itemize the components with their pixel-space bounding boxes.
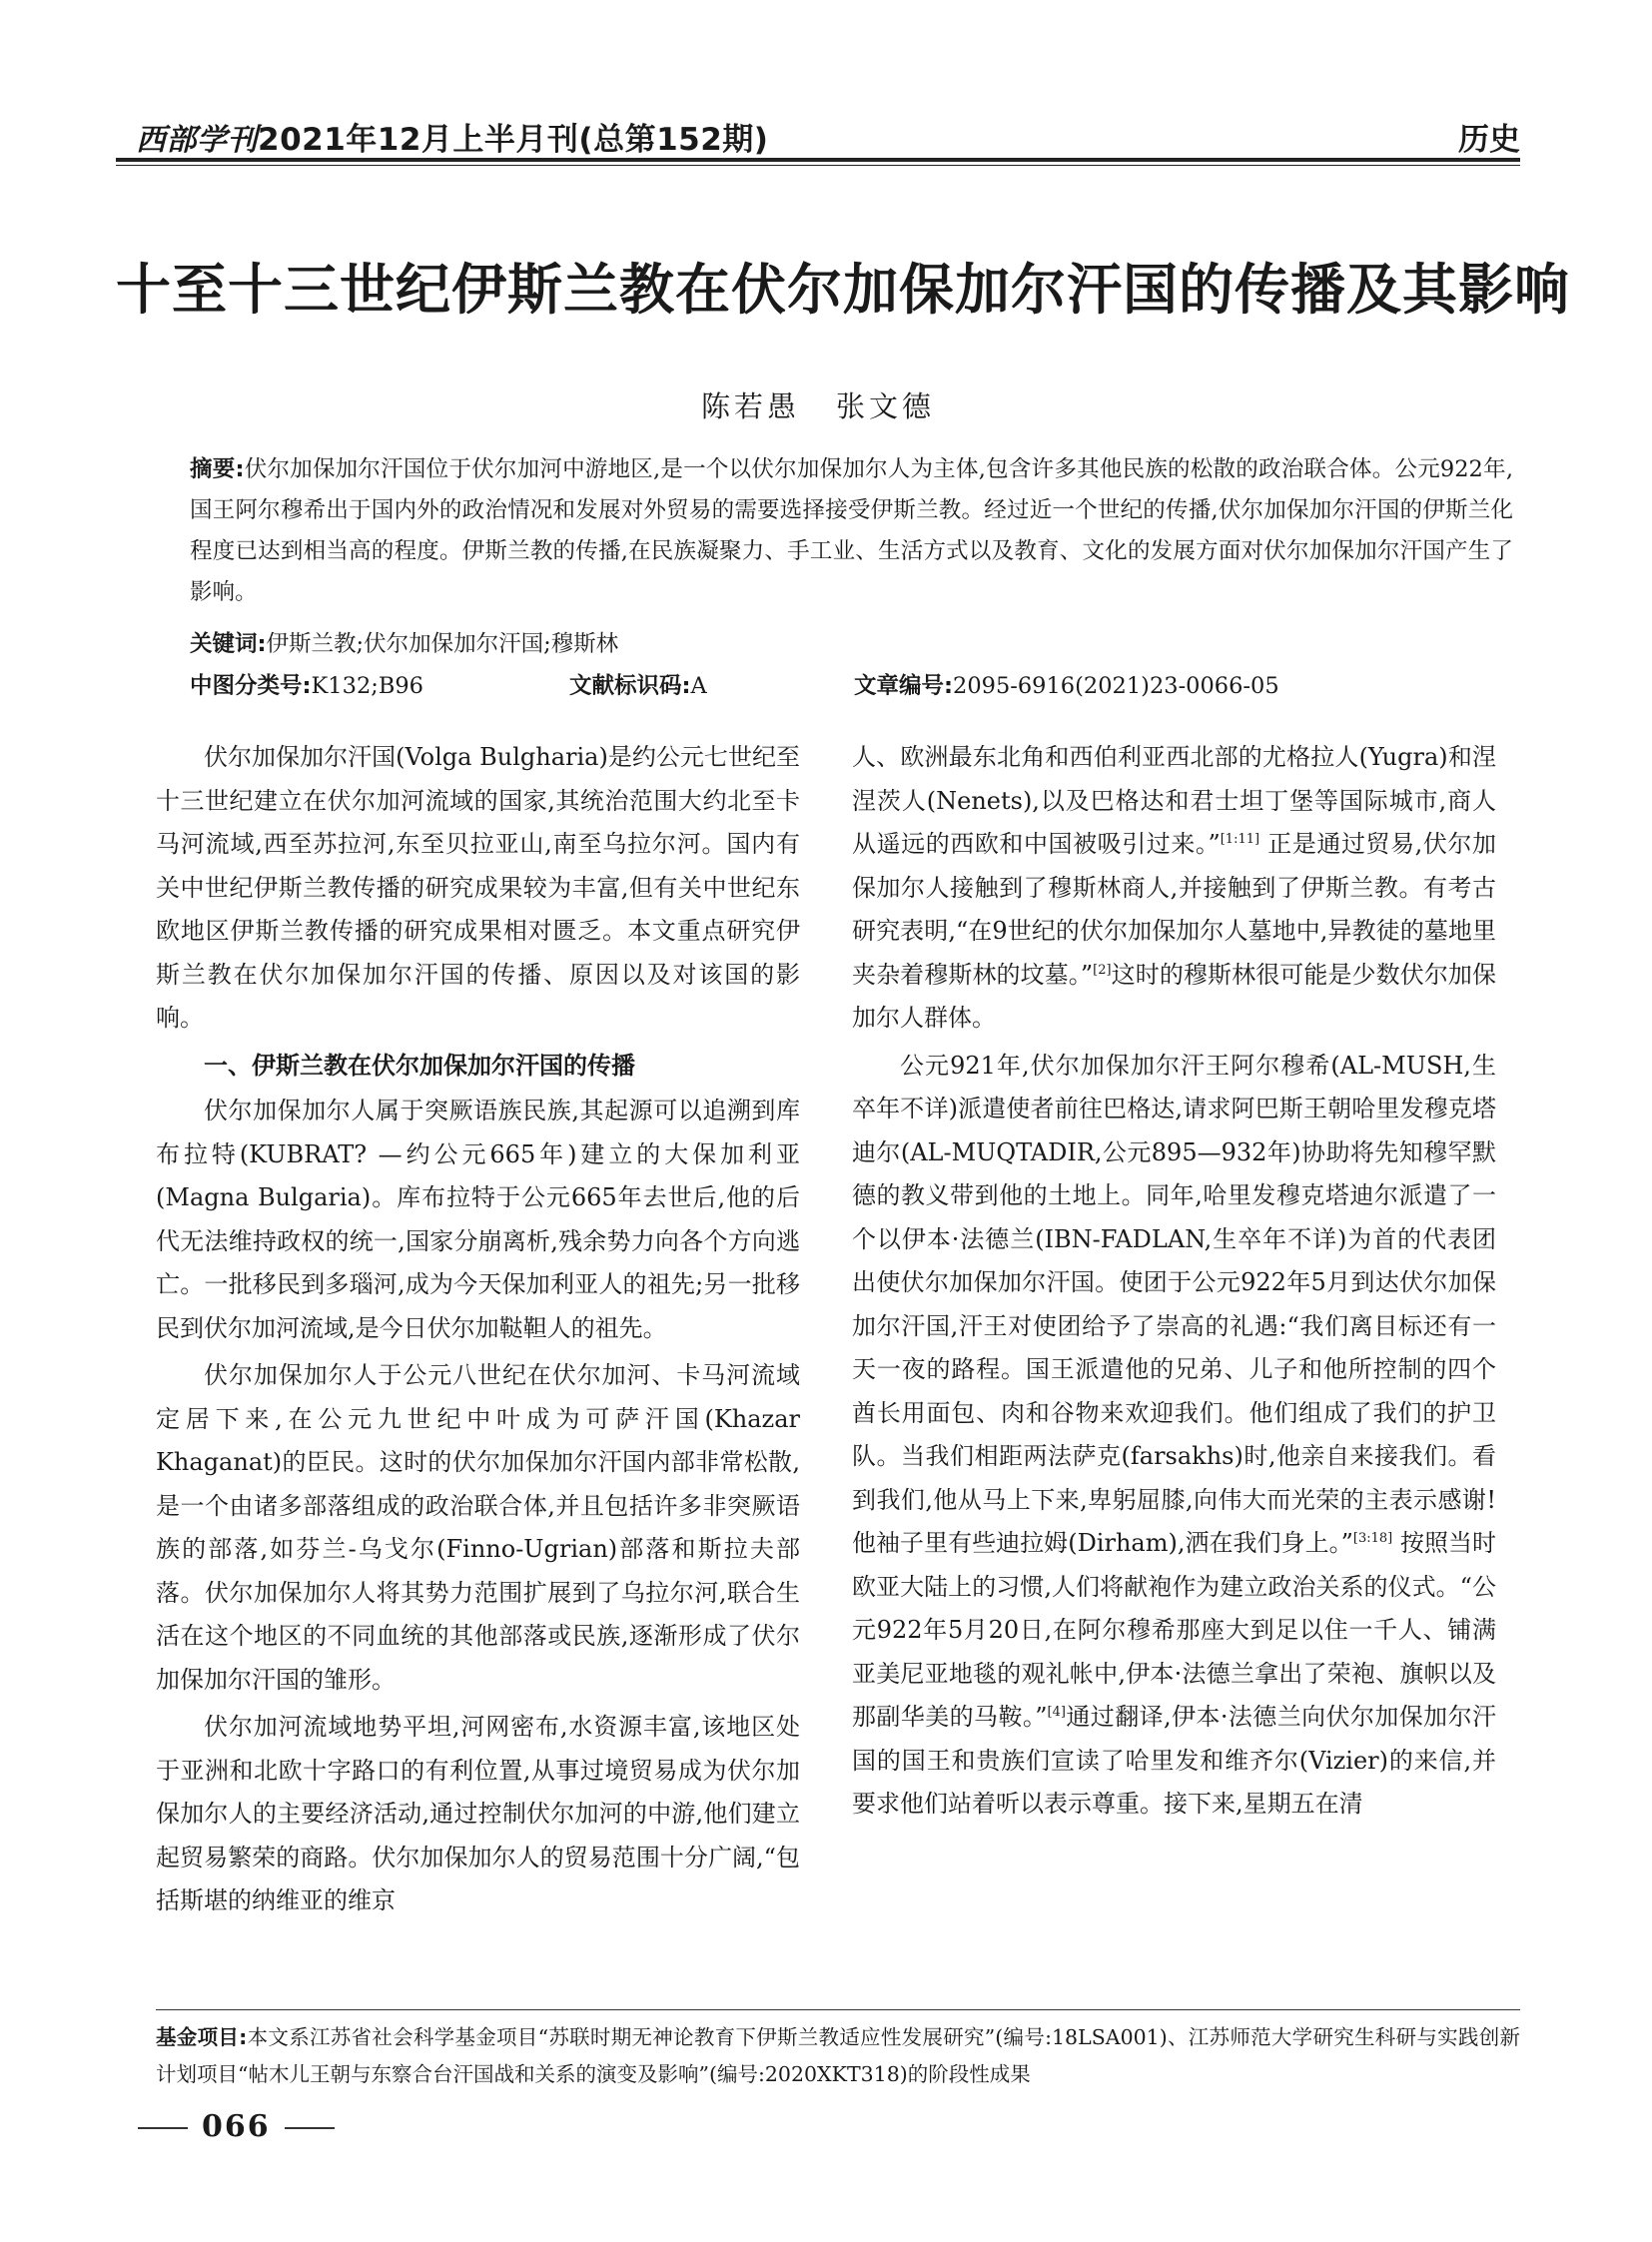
article-no-value: 2095-6916(2021)23-0066-05 (953, 673, 1279, 699)
author-name: 陈若愚 (700, 389, 800, 423)
funding-text: 本文系江苏省社会科学基金项目“苏联时期无神论教育下伊斯兰教适应性发展研究”(编号:18LSA001)、江苏师范大学研究生科研与实践创新计划项目“帖木儿王朝与东察合台汗国战和关系的演变及影响”(编号:2020XKT318)的阶段性成果 (156, 2025, 1520, 2086)
author-line (116, 384, 1520, 425)
paragraph-text: 正是通过贸易,伏尔加保加尔人接触到了穆斯林商人,并接触到了伊斯兰教。有考古研究表明,“在9世纪的伏尔加保加尔人墓地中,异教徒的墓地里夹杂着穆斯林的坟墓。” (852, 830, 1496, 989)
paragraph-text: 按照当时欧亚大陆上的习惯,人们将献袍作为建立政治关系的仪式。“公元922年5月20日,在阿尔穆希那座大到足以住一千人、铺满亚美尼亚地毯的观礼帐中,伊本·法德兰拿出了荣袍、旗帜以及那副华美的马鞍。” (852, 1529, 1496, 1731)
author-name: 张文德 (836, 389, 936, 423)
classification-line (190, 668, 1513, 700)
keywords-line (190, 626, 1513, 658)
paragraph (852, 736, 1496, 1041)
paragraph: 伏尔加保加尔汗国(Volga Bulgharia)是约公元七世纪至十三世纪建立在伏尔加河流域的国家,其统治范围大约北至卡马河流域,西至苏拉河,东至贝拉亚山,南至乌拉尔河。国内有关中世纪伊斯兰教传播的研究成果较为丰富,但有关中世纪东欧地区伊斯兰教传播的研究成果相对匮乏。本文重点研究伊斯兰教在伏尔加保加尔汗国的传播、原因以及对该国的影响。 (156, 743, 800, 1032)
section-heading: 一、伊斯兰教在伏尔加保加尔汗国的传播 (204, 1051, 635, 1080)
clc-label: 中图分类号: (190, 673, 312, 699)
page-number-value: 066 (202, 2109, 271, 2144)
paragraph: 伏尔加保加尔人于公元八世纪在伏尔加河、卡马河流域定居下来,在公元九世纪中叶成为可萨汗国(Khazar Khaganat)的臣民。这时的伏尔加保加尔汗国内部非常松散,是一个由诸多部落组成的政治联合体,并且包括许多非突厥语族的部落,如芬兰-乌戈尔(Finno-Ugrian)部落和斯拉夫部落。伏尔加保加尔人将其势力范围扩展到了乌拉尔河,联合生活在这个地区的不同血统的其他部落或民族,逐渐形成了伏尔加保加尔汗国的雏形。 (156, 1361, 800, 1694)
journal-issue-line (136, 114, 768, 159)
doc-code-value: A (690, 673, 707, 699)
header-rule (116, 158, 1520, 162)
section-tag: 历史 (1458, 122, 1520, 158)
citation-ref: [2] (1093, 962, 1112, 978)
citation-ref: [3:18] (1352, 1531, 1393, 1546)
paragraph-text: 这时的穆斯林很可能是少数伏尔加保加尔人群体。 (852, 960, 1496, 1032)
running-header (116, 108, 1520, 158)
funding-label: 基金项目: (156, 2025, 248, 2049)
paragraph (852, 1045, 1496, 1827)
body-column-right (852, 736, 1496, 1831)
page-number (124, 2109, 349, 2144)
abstract-text: 伏尔加保加尔汗国位于伏尔加河中游地区,是一个以伏尔加保加尔人为主体,包含许多其他民族的松散的政治联合体。公元922年,国王阿尔穆希出于国内外的政治情况和发展对外贸易的需要选择接受伊斯兰教。经过近一个世纪的传播,伏尔加保加尔汗国的伊斯兰化程度已达到相当高的程度。伊斯兰教的传播,在民族凝聚力、手工业、生活方式以及教育、文化的发展方面对伏尔加保加尔汗国产生了影响。 (190, 456, 1514, 605)
article-title: 十至十三世纪伊斯兰教在伏尔加保加尔汗国的传播及其影响 (116, 258, 1571, 322)
keywords-label: 关键词: (190, 631, 267, 657)
citation-ref: [4] (1047, 1705, 1066, 1720)
article-no-label: 文章编号: (854, 673, 953, 699)
clc-value: K132;B96 (311, 673, 423, 699)
footnote-rule (156, 2009, 1520, 2010)
journal-brand: 西部学刊 (136, 123, 258, 158)
citation-ref: [1:11] (1220, 832, 1260, 847)
abstract-label: 摘要: (190, 456, 245, 482)
body-column-left (156, 736, 800, 1927)
paragraph-text: 公元921年,伏尔加保加尔汗王阿尔穆希(AL-MUSH,生卒年不详)派遣使者前往巴格达,请求阿巴斯王朝哈里发穆克塔迪尔(AL-MUQTADIR,公元895—932年)协助将先知穆罕默德的教义带到他的土地上。同年,哈里发穆克塔迪尔派遣了一个以伊本·法德兰(IBN-FADLAN,生卒年不详)为首的代表团出使伏尔加保加尔汗国。使团于公元922年5月到达伏尔加保加尔汗国,汗王对使团给予了崇高的礼遇:“我们离目标还有一天一夜的路程。国王派遣他的兄弟、儿子和他所控制的四个酋长用面包、肉和谷物来欢迎我们。他们组成了我们的护卫队。当我们相距两法萨克(farsakhs)时,他亲自来接我们。看到我们,他从马上下来,卑躬屈膝,向伟大而光荣的主表示感谢!他袖子里有些迪拉姆(Dirham),洒在我们身上。” (852, 1051, 1496, 1557)
header-rule-thin (116, 165, 1520, 166)
paragraph-text: 通过翻译,伊本·法德兰向伏尔加保加尔汗国的国王和贵族们宣读了哈里发和维齐尔(Vizier)的来信,并要求他们站着听以表示尊重。接下来,星期五在清 (852, 1703, 1496, 1818)
paragraph-text: 人、欧洲最东北角和西伯利亚西北部的尤格拉人(Yugra)和涅涅茨人(Nenets),以及巴格达和君士坦丁堡等国际城市,商人从遥远的西欧和中国被吸引过来。” (852, 743, 1496, 858)
doc-code-label: 文献标识码: (569, 673, 691, 699)
paragraph: 伏尔加保加尔人属于突厥语族民族,其起源可以追溯到库布拉特(KUBRAT? —约公元665年)建立的大保加利亚(Magna Bulgaria)。库布拉特于公元665年去世后,他的后代无法维持政权的统一,国家分崩离析,残余势力向各个方向逃亡。一批移民到多瑙河,成为今天保加利亚人的祖先;另一批移民到伏尔加河流域,是今日伏尔加鞑靼人的祖先。 (156, 1097, 800, 1342)
page-number-dash (138, 2127, 188, 2129)
funding-note (156, 2019, 1520, 2093)
keywords-text: 伊斯兰教;伏尔加保加尔汗国;穆斯林 (266, 631, 619, 657)
journal-issue: 2021年12月上半月刊(总第152期) (258, 122, 769, 158)
abstract (190, 449, 1513, 613)
page-number-dash (285, 2127, 335, 2129)
paragraph: 伏尔加河流域地势平坦,河网密布,水资源丰富,该地区处于亚洲和北欧十字路口的有利位置,从事过境贸易成为伏尔加保加尔人的主要经济活动,通过控制伏尔加河的中游,他们建立起贸易繁荣的商路。伏尔加保加尔人的贸易范围十分广阔,“包括斯堪的纳维亚的维京 (156, 1713, 800, 1914)
